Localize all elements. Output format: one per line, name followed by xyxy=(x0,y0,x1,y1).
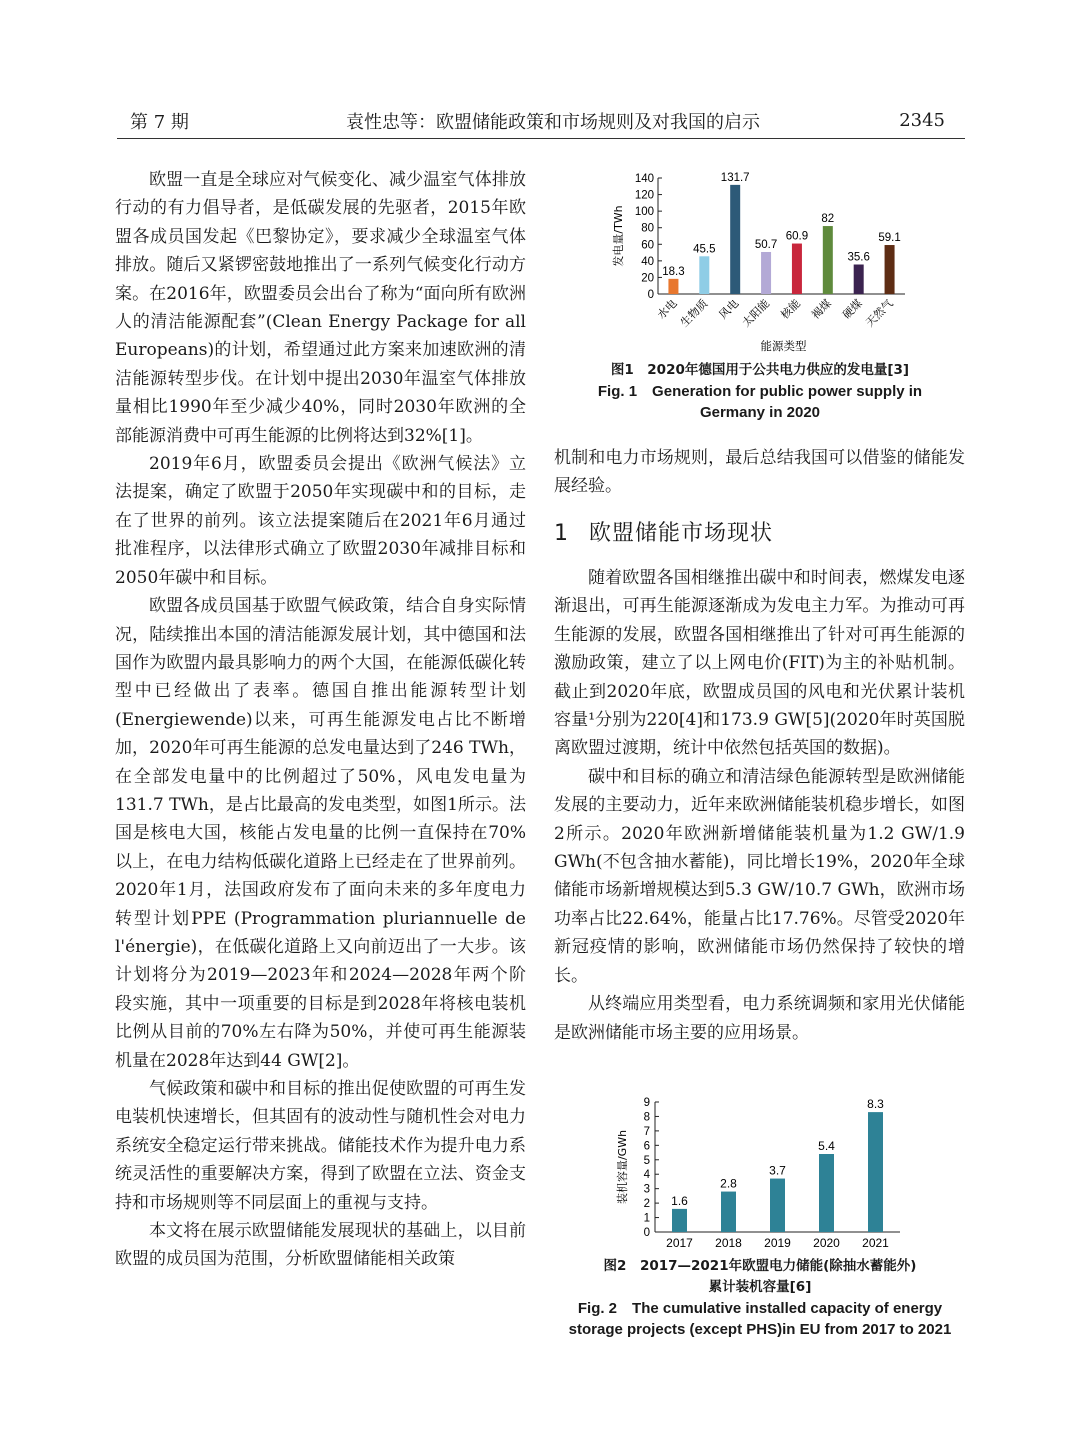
bar xyxy=(668,279,678,294)
bar xyxy=(854,265,864,294)
y-tick-label: 0 xyxy=(647,289,654,301)
figure-1-caption-en: Germany in 2020 xyxy=(699,404,821,421)
paragraph: 从终端应用类型看，电力系统调频和家用光伏储能是欧洲储能市场主要的应用场景。 xyxy=(554,994,965,1043)
y-tick-label: 100 xyxy=(634,206,654,219)
y-tick-label: 5 xyxy=(643,1154,650,1167)
data-label: 59.1 xyxy=(878,232,901,245)
figure-2-caption-zh: 图2 2017—2021年欧盟电力储能(除抽水蓄能外) xyxy=(603,1258,917,1274)
figure-2-caption-zh: 累计装机容量[6] xyxy=(708,1279,812,1295)
y-tick-label: 120 xyxy=(634,189,654,202)
paragraph: 气候政策和碳中和目标的推出促使欧盟的可再生发电装机快速增长，但其固有的波动性与随机性会对电力系统安全稳定运行带来挑战。储能技术作为提升电力系统灵活性的重要解决方案，得到了欧盟在立法、资金支持和市场规则等不同层面上的重视与支持。 xyxy=(115,1079,526,1213)
y-tick-label: 3 xyxy=(643,1183,650,1196)
bar xyxy=(699,256,709,294)
x-tick-label: 生物质 xyxy=(677,296,711,330)
x-tick-label: 水电 xyxy=(654,296,680,322)
page-number: 2345 xyxy=(899,110,945,131)
x-tick-label: 天然气 xyxy=(863,296,896,330)
figure-1-chart xyxy=(560,166,960,356)
y-tick-label: 60 xyxy=(641,239,654,252)
x-tick-label: 2021 xyxy=(862,1236,889,1250)
y-axis-label: 装机容量/GWh xyxy=(616,1129,629,1205)
right-column-continuation xyxy=(554,444,965,501)
y-tick-label: 9 xyxy=(643,1097,650,1109)
x-tick-label: 2019 xyxy=(764,1236,791,1250)
y-tick-label: 20 xyxy=(641,272,654,285)
x-tick-label: 核能 xyxy=(778,296,804,322)
figure-1-caption xyxy=(560,360,960,423)
right-column xyxy=(554,564,965,1047)
data-label: 18.3 xyxy=(662,265,685,278)
paragraph: 欧盟一直是全球应对气候变化、减少温室气体排放行动的有力倡导者，是低碳发展的先驱者，2015年欧盟各成员国发起《巴黎协定》，要求减少全球温室气体排放。随后又紧锣密鼓地推出了一系列气候变化行动方案。在2016年，欧盟委员会出台了称为“面向所有欧洲人的清洁能源配套”(Clean Energy Package for all Europeans)的计划，希望通过此方案来加速欧洲的清洁能源转型步伐。在计划中提出2030年温室气体排放量相比1990年至少减少40%，同时2030年欧洲的全部能源消费中可再生能源的比例将达到32%[1]。 xyxy=(115,170,526,446)
paragraph: 碳中和目标的确立和清洁绿色能源转型是欧洲储能发展的主要动力，近年来欧洲储能装机稳步增长，如图2所示。2020年欧洲新增储能装机量为1.2 GW/1.9 GWh(不包含抽水蓄能)，同比增长19%，2020年全球储能市场新增规模达到5.3 GW/10.7 GWh，欧洲市场功率占比22.64%，能量占比17.76%。尽管受2020年新冠疫情的影响，欧洲储能市场仍然保持了较快的增长。 xyxy=(554,766,965,986)
bar xyxy=(770,1179,785,1232)
paragraph: 机制和电力市场规则，最后总结我国可以借鉴的储能发展经验。 xyxy=(554,448,965,497)
figure-1-caption-en: Fig. 1 Generation for public power supply in xyxy=(597,383,923,400)
paragraph: 欧盟各成员国基于欧盟气候政策，结合自身实际情况，陆续推出本国的清洁能源发展计划，其中德国和法国作为欧盟内最具影响力的两个大国，在能源低碳化转型中已经做出了表率。德国自推出能源转型计划(Energiewende)以来，可再生能源发电占比不断增加，2020年可再生能源的总发电量达到了246 TWh，在全部发电量中的比例超过了50%，风电发电量为131.7 TWh，是占比最高的发电类型，如图1所示。法国是核电大国，核能占发电量的比例一直保持在70%以上，在电力结构低碳化道路上已经走在了世界前列。2020年1月，法国政府发布了面向未来的多年度电力转型计划PPE (Programmation pluriannuelle de l'énergie)，在低碳化道路上又向前迈出了一大步。该计划将分为2019—2023年和2024—2028年两个阶段实施，其中一项重要的目标是到2028年将核电装机比例从目前的70%左右降为50%，并使可再生能源装机量在2028年达到44 GW[2]。 xyxy=(115,596,526,1071)
y-tick-label: 80 xyxy=(641,222,654,235)
bar xyxy=(730,185,740,294)
y-axis-label: 发电量/TWh xyxy=(612,205,625,267)
data-label: 8.3 xyxy=(867,1097,884,1112)
y-tick-label: 140 xyxy=(634,173,654,185)
section-heading xyxy=(554,516,773,547)
y-tick-label: 1 xyxy=(643,1212,650,1225)
section-number: 1 xyxy=(554,521,569,546)
bar xyxy=(885,245,895,294)
bar xyxy=(792,244,802,294)
x-axis-label: 能源类型 xyxy=(760,339,807,353)
paragraph: 本文将在展示欧盟储能发展现状的基础上，以目前欧盟的成员国为范围，分析欧盟储能相关政策 xyxy=(115,1221,526,1270)
section-title: 欧盟储能市场现状 xyxy=(589,521,774,546)
data-label: 1.6 xyxy=(671,1193,688,1208)
running-title: 袁性忠等：欧盟储能政策和市场规则及对我国的启示 xyxy=(346,112,760,133)
paragraph: 随着欧盟各国相继推出碳中和时间表，燃煤发电逐渐退出，可再生能源逐渐成为发电主力军。为推动可再生能源的发展，欧盟各国相继推出了针对可再生能源的激励政策，建立了以上网电价(FIT)为主的补贴机制。截止到2020年底，欧盟成员国的风电和光伏累计装机容量¹分别为220[4]和173.9 GW[5](2020年时英国脱离欧盟过渡期，统计中依然包括英国的数据)。 xyxy=(554,568,965,759)
bar xyxy=(721,1192,736,1232)
figure-2 xyxy=(560,1092,960,1347)
data-label: 60.9 xyxy=(785,230,809,243)
y-tick-label: 8 xyxy=(643,1111,650,1124)
x-tick-label: 2018 xyxy=(715,1236,742,1250)
header-rule xyxy=(117,138,965,139)
x-tick-label: 硬煤 xyxy=(840,296,865,322)
left-column xyxy=(115,166,526,1274)
bar xyxy=(868,1112,883,1232)
bar xyxy=(819,1154,834,1232)
data-label: 131.7 xyxy=(720,171,750,184)
figure-1-caption-zh: 图1 2020年德国用于公共电力供应的发电量[3] xyxy=(610,362,910,378)
y-tick-label: 2 xyxy=(643,1198,650,1211)
x-tick-label: 太阳能 xyxy=(739,296,773,330)
data-label: 45.5 xyxy=(693,243,716,256)
data-label: 5.4 xyxy=(818,1139,835,1153)
issue-number: 第 7 期 xyxy=(130,112,189,133)
data-label: 50.7 xyxy=(754,238,778,251)
data-label: 2.8 xyxy=(720,1176,737,1191)
y-tick-label: 0 xyxy=(643,1227,650,1239)
figure-2-caption xyxy=(555,1256,965,1340)
y-tick-label: 4 xyxy=(643,1169,650,1182)
x-tick-label: 2017 xyxy=(666,1236,693,1250)
paragraph: 2019年6月，欧盟委员会提出《欧洲气候法》立法提案，确定了欧盟于2050年实现碳中和的目标，走在了世界的前列。该立法提案随后在2021年6月通过批准程序，以法律形式确立了欧盟2030年减排目标和2050年碳中和目标。 xyxy=(115,454,526,588)
figure-2-caption-en: storage projects (except PHS)in EU from 2017 to 2021 xyxy=(568,1321,952,1338)
data-label: 3.7 xyxy=(769,1163,786,1178)
bar xyxy=(672,1209,687,1232)
page-header xyxy=(130,108,965,138)
figure-2-chart xyxy=(560,1092,960,1252)
data-label: 82 xyxy=(821,213,835,226)
data-label: 35.6 xyxy=(847,251,870,264)
x-tick-label: 风电 xyxy=(716,296,742,322)
y-tick-label: 6 xyxy=(643,1140,650,1153)
y-tick-label: 7 xyxy=(643,1125,650,1138)
x-tick-label: 2020 xyxy=(813,1236,840,1250)
bar xyxy=(761,252,771,294)
x-tick-label: 褐煤 xyxy=(809,296,834,322)
figure-1 xyxy=(560,166,960,426)
y-tick-label: 40 xyxy=(641,255,654,268)
figure-2-caption-en: Fig. 2 The cumulative installed capacity of energy xyxy=(577,1300,943,1317)
bar xyxy=(823,226,833,294)
